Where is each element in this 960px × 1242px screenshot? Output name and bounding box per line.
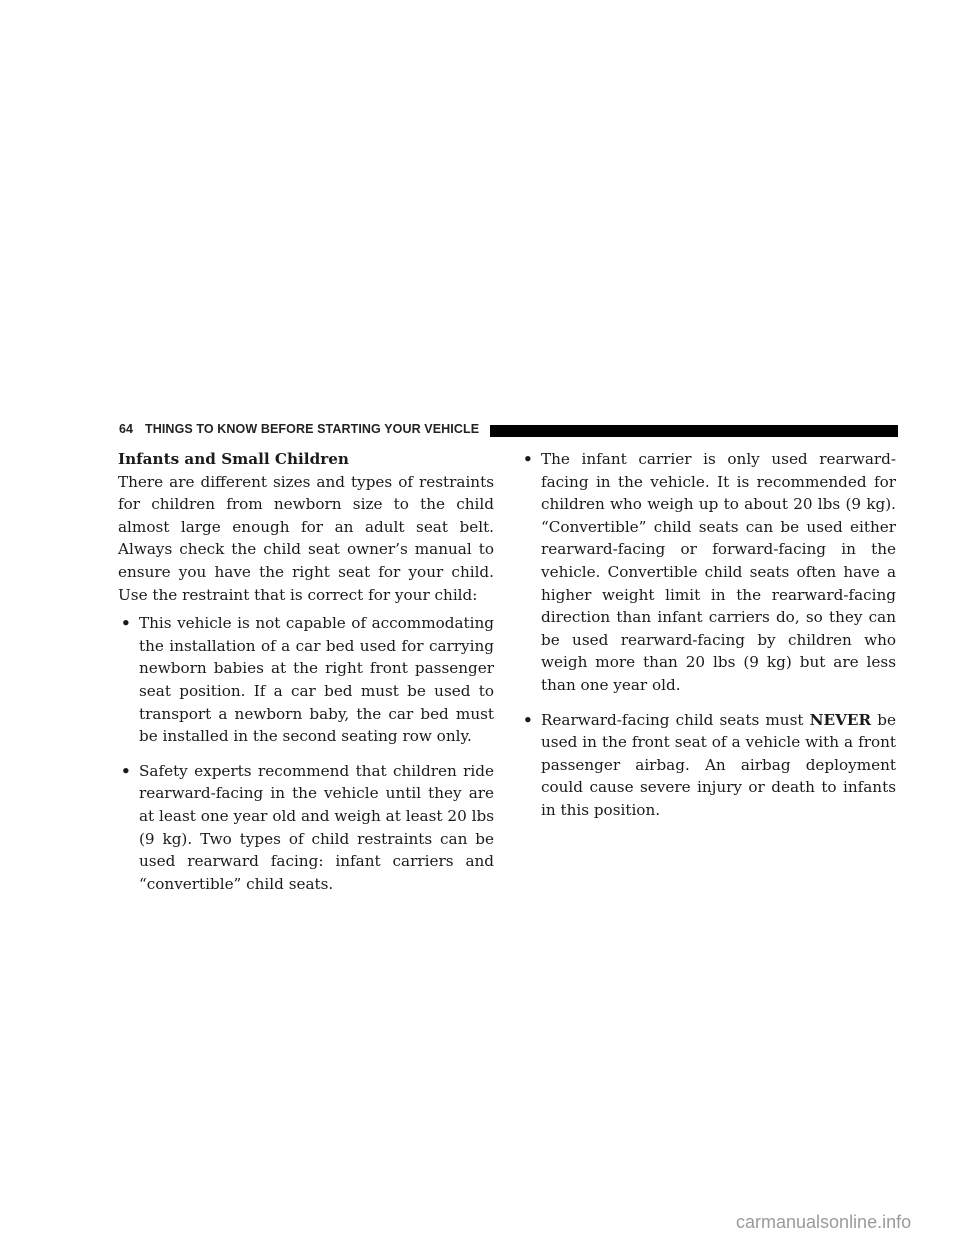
list-item — [520, 448, 896, 697]
bullet-icon: • — [121, 761, 131, 780]
bullet-text-continued: be used in the front seat of a vehicle with a front passenger airbag. An airbag deployment could cause severe injury or death to infants in this position. — [541, 710, 896, 819]
bullet-text: Safety experts recommend that children ride rearward-facing in the vehicle until they are at least one year old and weigh at least 20 lbs (9 kg). Two types of child restraints can be used rearward facing: infant carriers and “convertible” child seats. — [139, 761, 494, 893]
list-item — [118, 760, 494, 896]
bullet-icon: • — [523, 450, 533, 468]
bullet-text: Rearward-facing child seats must — [541, 710, 810, 729]
bullet-icon: • — [121, 614, 131, 633]
section-title: THINGS TO KNOW BEFORE STARTING YOUR VEHICLE — [145, 422, 480, 436]
right-column — [520, 448, 896, 834]
left-bullet-list — [118, 612, 494, 895]
bullet-text: The infant carrier is only used rearward-facing in the vehicle. It is recommended for children who weigh up to about 20 lbs (9 kg). “Convertible” child seats can be used either rearward-facing or forward-facing in the vehicle. Convertible child seats often have a higher weight limit in the rearward-facing direction than infant carriers do, so they can be used rearward-facing by children who weigh more than 20 lbs (9 kg) but are less than one year old. — [541, 450, 896, 694]
intro-paragraph: There are different sizes and types of restraints for children from newborn size to the child almost large enough for an adult seat belt. Always check the child seat owner’s manual to ensure you have the right seat for your child. Use the restraint that is correct for your child: — [118, 472, 494, 604]
bullet-icon: • — [523, 710, 533, 729]
left-column — [118, 448, 494, 907]
page-number: 64 — [119, 422, 134, 436]
bullet-text: This vehicle is not capable of accommodating the installation of a car bed used for carrying newborn babies at the right front passenger seat position. If a car bed must be used to transport a newborn baby, the car bed must be installed in the second seating row only. — [139, 614, 494, 746]
page-header — [118, 421, 898, 441]
list-item — [520, 709, 896, 822]
list-item — [118, 612, 494, 748]
header-rule — [490, 425, 898, 437]
right-bullet-list — [520, 448, 896, 822]
section-heading: Infants and Small Children — [118, 450, 349, 468]
emphasis-never: NEVER — [809, 710, 872, 729]
watermark-text: carmanualsonline.info — [736, 1212, 912, 1232]
